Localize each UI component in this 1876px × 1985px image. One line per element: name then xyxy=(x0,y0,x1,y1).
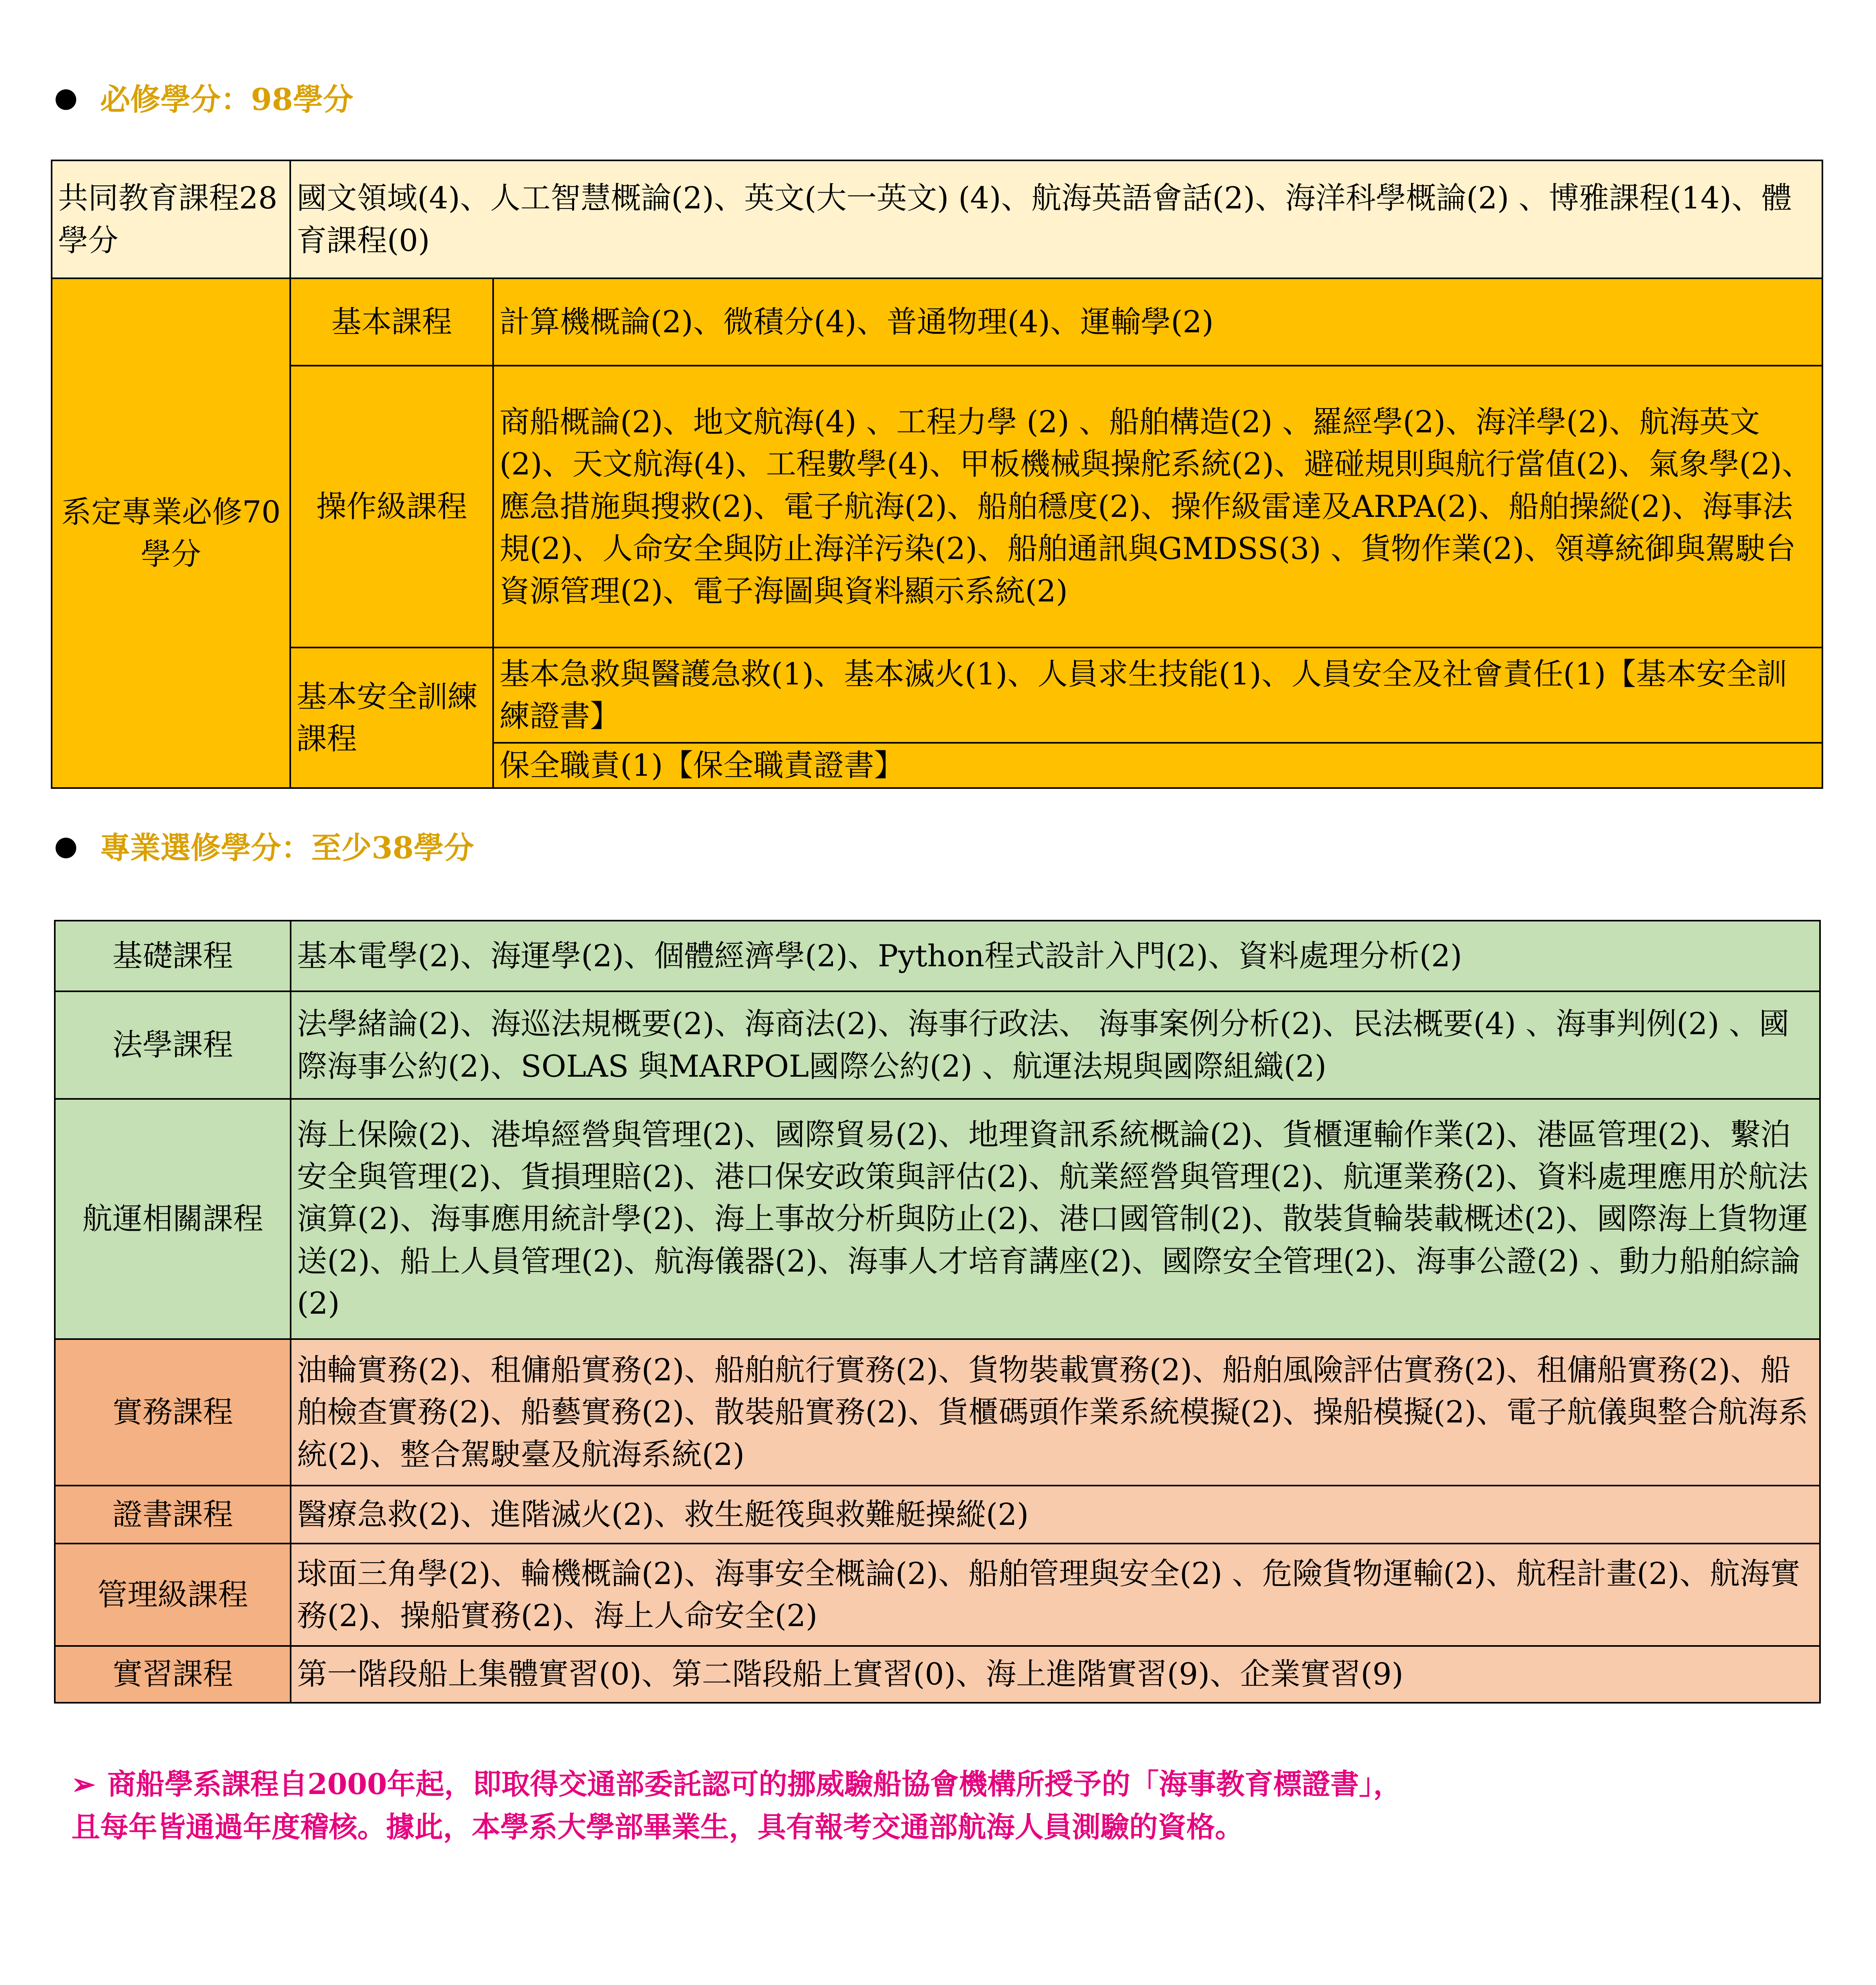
general-education-courses: 國文領域(4)、人工智慧概論(2)、英文(大一英文) (4)、航海英語會話(2)、海洋科學概論(2) 、博雅課程(14)、體育課程(0) xyxy=(290,160,1822,278)
table-row xyxy=(55,921,1820,991)
table-row xyxy=(55,991,1820,1099)
note-line-1: 商船學系課程自2000年起，即取得交通部委託認可的挪威驗船協會機構所授予的「海事教育標證書」， xyxy=(107,1767,1402,1801)
bullet-icon xyxy=(56,89,76,110)
table-row xyxy=(55,1486,1820,1544)
elective-category: 實務課程 xyxy=(55,1339,291,1486)
elective-credits-heading xyxy=(56,830,474,866)
elective-courses-table xyxy=(54,920,1821,1704)
accreditation-note xyxy=(71,1763,1779,1848)
elective-category: 航運相關課程 xyxy=(55,1099,291,1339)
table-row xyxy=(52,648,1822,743)
arrow-bullet-icon: ➢ xyxy=(71,1767,96,1801)
department-required-label: 系定專業必修70學分 xyxy=(52,278,290,788)
elective-category: 實習課程 xyxy=(55,1646,291,1703)
group-courses: 計算機概論(2)、微積分(4)、普通物理(4)、運輸學(2) xyxy=(493,278,1822,366)
general-education-label: 共同教育課程28學分 xyxy=(52,160,290,278)
group-name: 基本安全訓練課程 xyxy=(290,648,493,788)
elective-courses: 海上保險(2)、港埠經營與管理(2)、國際貿易(2)、地理資訊系統概論(2)、貨櫃運輸作業(2)、港區管理(2)、繫泊安全與管理(2)、貨損理賠(2)、港口保安政策與評估(2)、航業經營與管理(2)、航運業務(2)、資料處理應用於航法演算(2)、海事應用統計學(2)、海上事故分析與防止(2)、港口國管制(2)、散裝貨輪裝載概述(2)、國際海上貨物運送(2)、船上人員管理(2)、航海儀器(2)、海事人才培育講座(2)、國際安全管理(2)、海事公證(2) 、動力船舶綜論(2) xyxy=(291,1099,1820,1339)
required-credits-heading-text: 必修學分：98學分 xyxy=(100,82,353,117)
table-row xyxy=(52,366,1822,648)
elective-courses: 球面三角學(2)、輪機概論(2)、海事安全概論(2)、船舶管理與安全(2) 、危險貨物運輸(2)、航程計畫(2)、航海實務(2)、操船實務(2)、海上人命安全(2) xyxy=(291,1544,1820,1646)
elective-category: 基礎課程 xyxy=(55,921,291,991)
table-row xyxy=(52,278,1822,366)
table-row xyxy=(55,1099,1820,1339)
table-row xyxy=(55,1544,1820,1646)
table-row xyxy=(52,160,1822,278)
note-line-2: 且每年皆通過年度稽核。據此，本學系大學部畢業生，具有報考交通部航海人員測驗的資格。 xyxy=(71,1810,1244,1844)
required-courses-table xyxy=(51,160,1823,789)
group-courses: 基本急救與醫護急救(1)、基本滅火(1)、人員求生技能(1)、人員安全及社會責任(1)【基本安全訓練證書】 xyxy=(493,648,1822,743)
bullet-icon xyxy=(56,838,76,858)
elective-category: 管理級課程 xyxy=(55,1544,291,1646)
required-credits-heading xyxy=(56,81,353,118)
elective-category: 證書課程 xyxy=(55,1486,291,1544)
note-line xyxy=(71,1763,1779,1806)
elective-category: 法學課程 xyxy=(55,991,291,1099)
group-courses: 商船概論(2)、地文航海(4) 、工程力學 (2) 、船舶構造(2) 、羅經學(2)、海洋學(2)、航海英文(2)、天文航海(4)、工程數學(4)、甲板機械與操舵系統(2)、避碰規則與航行當值(2)、氣象學(2)、應急措施與搜救(2)、電子航海(2)、船舶穩度(2)、操作級雷達及ARPA(2)、船舶操縱(2)、海事法規(2)、人命安全與防止海洋污染(2)、船舶通訊與GMDSS(3) 、貨物作業(2)、領導統御與駕駛台資源管理(2)、電子海圖與資料顯示系統(2) xyxy=(493,366,1822,648)
elective-courses: 法學緒論(2)、海巡法規概要(2)、海商法(2)、海事行政法、 海事案例分析(2)、民法概要(4) 、海事判例(2) 、國際海事公約(2)、SOLAS 與MARPOL國際公約(2) 、航運法規與國際組織(2) xyxy=(291,991,1820,1099)
elective-credits-heading-text: 專業選修學分：至少38學分 xyxy=(100,830,474,865)
group-courses: 保全職責(1)【保全職責證書】 xyxy=(493,743,1822,788)
table-row xyxy=(55,1339,1820,1486)
elective-courses: 第一階段船上集體實習(0)、第二階段船上實習(0)、海上進階實習(9)、企業實習(9) xyxy=(291,1646,1820,1703)
group-name: 基本課程 xyxy=(290,278,493,366)
group-name: 操作級課程 xyxy=(290,366,493,648)
elective-courses: 油輪實務(2)、租傭船實務(2)、船舶航行實務(2)、貨物裝載實務(2)、船舶風險評估實務(2)、租傭船實務(2)、船舶檢查實務(2)、船藝實務(2)、散裝船實務(2)、貨櫃碼頭作業系統模擬(2)、操船模擬(2)、電子航儀與整合航海系統(2)、整合駕駛臺及航海系統(2) xyxy=(291,1339,1820,1486)
elective-courses: 醫療急救(2)、進階滅火(2)、救生艇筏與救難艇操縱(2) xyxy=(291,1486,1820,1544)
elective-courses: 基本電學(2)、海運學(2)、個體經濟學(2)、Python程式設計入門(2)、資料處理分析(2) xyxy=(291,921,1820,991)
table-row xyxy=(55,1646,1820,1703)
